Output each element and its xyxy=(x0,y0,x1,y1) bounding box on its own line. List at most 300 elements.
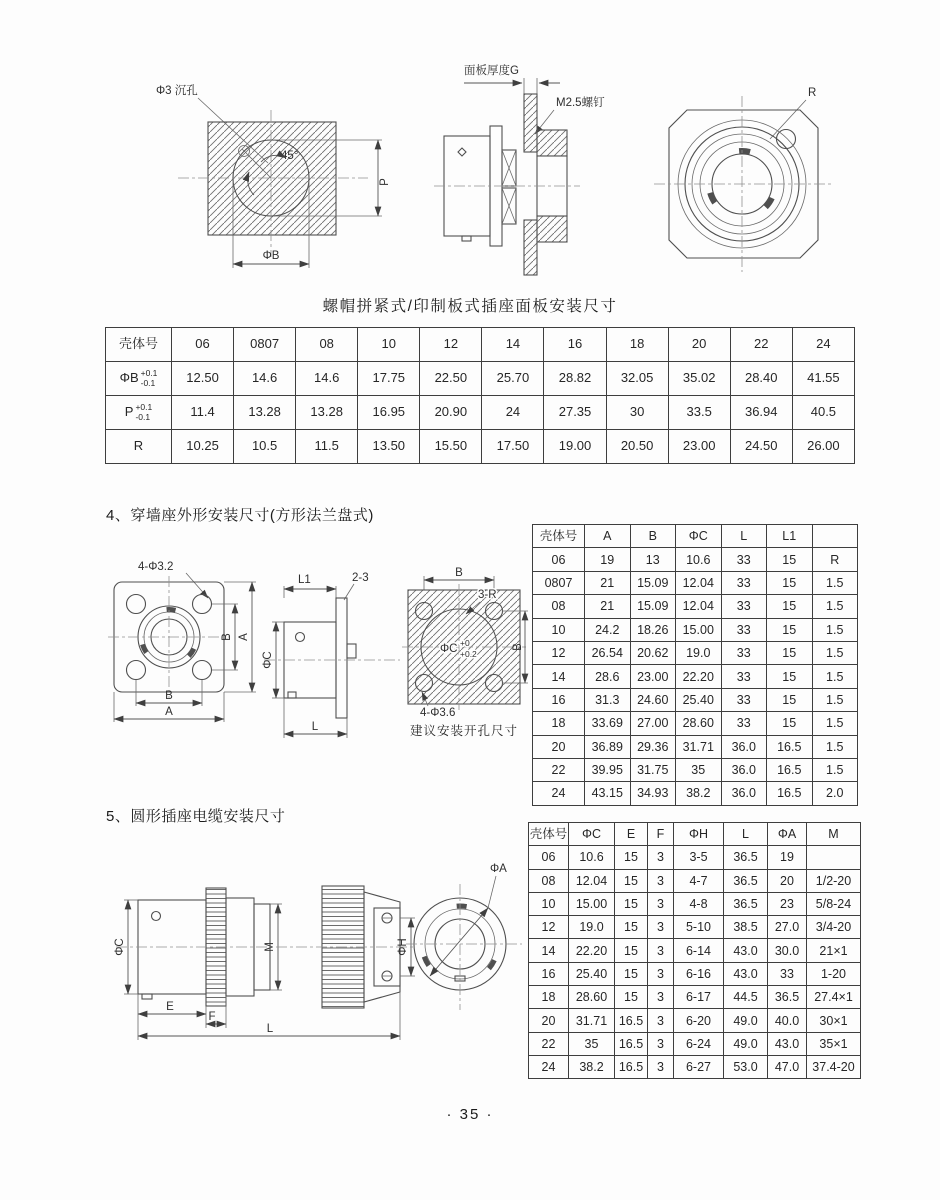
table-cell: 23.00 xyxy=(630,665,676,688)
dim-a-side-label: A xyxy=(238,633,250,641)
table-cell: 24.50 xyxy=(730,430,792,464)
table-cell: 38.2 xyxy=(676,782,722,805)
table-cell: 30.0 xyxy=(768,939,807,962)
flange-side-drawing xyxy=(258,570,408,745)
table-cell: 43.0 xyxy=(768,1032,807,1055)
table-cell: 1.5 xyxy=(812,571,858,594)
table-cell: 11.4 xyxy=(172,396,234,430)
table-cell: 47.0 xyxy=(768,1055,807,1078)
table-cell: 08 xyxy=(533,595,585,618)
table-cell: 36.94 xyxy=(730,396,792,430)
table-cell: 3 xyxy=(648,1009,674,1032)
table-cell: 15 xyxy=(767,665,813,688)
section-5-heading: 5、圆形插座电缆安装尺寸 xyxy=(106,808,286,825)
table-cell: 15.00 xyxy=(676,618,722,641)
table-cell: 10.5 xyxy=(234,430,296,464)
table-cell: 35×1 xyxy=(807,1032,861,1055)
table-cell: 15 xyxy=(615,892,648,915)
table-cell: 33 xyxy=(721,571,767,594)
panel-section-bottom xyxy=(524,220,537,275)
table-cell: 11.5 xyxy=(296,430,358,464)
table-cell: 19.0 xyxy=(676,641,722,664)
table-row xyxy=(533,712,858,735)
table-cell: 06 xyxy=(529,846,569,869)
cutout-recommendation-drawing xyxy=(398,566,530,718)
table-row xyxy=(529,846,861,869)
table-cell: 36.5 xyxy=(724,846,768,869)
table-header-cell: 24 xyxy=(792,328,854,362)
table-cell: 21×1 xyxy=(807,939,861,962)
table-cell: 18.26 xyxy=(630,618,676,641)
table-cell: 19 xyxy=(585,548,631,571)
table-cell: 16.5 xyxy=(767,758,813,781)
dim-c-label: ΦC xyxy=(262,651,274,669)
dim-l-label: L xyxy=(266,1023,274,1035)
table-cell: 1.5 xyxy=(812,618,858,641)
dim-m-label: M xyxy=(264,942,276,952)
dim-c-label: ΦC xyxy=(114,938,126,956)
table-row xyxy=(529,869,861,892)
table-cell: 33 xyxy=(721,665,767,688)
table-cell: 3 xyxy=(648,869,674,892)
table-cell: 43.0 xyxy=(724,939,768,962)
table-cell: 3 xyxy=(648,962,674,985)
table-header-cell: 06 xyxy=(172,328,234,362)
flange-plate xyxy=(336,598,347,718)
table-header-cell: ΦH xyxy=(674,823,724,846)
table-cell: 28.82 xyxy=(544,362,606,396)
table-cell: 28.40 xyxy=(730,362,792,396)
table-cell: 33 xyxy=(721,641,767,664)
table-cell: 10 xyxy=(533,618,585,641)
table-cell: 16 xyxy=(533,688,585,711)
table-cell: 24.60 xyxy=(630,688,676,711)
table-header-cell: B xyxy=(630,525,676,548)
table-cell: 12 xyxy=(533,641,585,664)
table-cell: 53.0 xyxy=(724,1055,768,1078)
table-header-cell: 16 xyxy=(544,328,606,362)
panel-thickness-label: 面板厚度G xyxy=(464,65,519,77)
table-cell: 36.0 xyxy=(721,758,767,781)
table-cell: 3/4-20 xyxy=(807,916,861,939)
table-cell: 14 xyxy=(529,939,569,962)
table-cell: 5/8-24 xyxy=(807,892,861,915)
section-4-heading: 4、穿墙座外形安装尺寸(方形法兰盘式) xyxy=(106,507,374,524)
table-cell: 33.69 xyxy=(585,712,631,735)
table-cell: 15 xyxy=(615,986,648,1009)
table-cell: 15.09 xyxy=(630,571,676,594)
table-cell: 23 xyxy=(768,892,807,915)
table-cell: 22.50 xyxy=(420,362,482,396)
table-cell: 33.5 xyxy=(668,396,730,430)
table-header-cell: L xyxy=(721,525,767,548)
panel-section-top xyxy=(524,94,537,152)
table-cell: 20.50 xyxy=(606,430,668,464)
panel-side-drawing xyxy=(428,58,643,283)
table-header-cell: E xyxy=(615,823,648,846)
table-cell: 12.50 xyxy=(172,362,234,396)
table-header-cell: ΦA xyxy=(768,823,807,846)
table-cell: 6-24 xyxy=(674,1032,724,1055)
table-cell: 33 xyxy=(721,688,767,711)
table-cell: 17.75 xyxy=(358,362,420,396)
table-cell: 39.95 xyxy=(585,758,631,781)
table-header-cell: F xyxy=(648,823,674,846)
cutout-caption: 建议安装开孔尺寸 xyxy=(410,724,519,738)
table-header-cell: 18 xyxy=(606,328,668,362)
table-cell: 36.5 xyxy=(724,892,768,915)
table-cell: 29.36 xyxy=(630,735,676,758)
table-cell: 12.04 xyxy=(569,869,615,892)
table-cell: 38.2 xyxy=(569,1055,615,1078)
table-cell: 19 xyxy=(768,846,807,869)
table-header-row xyxy=(106,328,855,362)
table-cell: 15 xyxy=(767,712,813,735)
table-cell: 37.4-20 xyxy=(807,1055,861,1078)
table-header-cell: 14 xyxy=(482,328,544,362)
dim-c-tol-lower: +0.2 xyxy=(460,649,477,659)
table-cell: 4-8 xyxy=(674,892,724,915)
table-cell: 0807 xyxy=(533,571,585,594)
table-cell: 30×1 xyxy=(807,1009,861,1032)
table-cell: 14.6 xyxy=(234,362,296,396)
table-cell: 40.0 xyxy=(768,1009,807,1032)
flange-front-drawing xyxy=(98,556,263,746)
table-cell: 43.15 xyxy=(585,782,631,805)
dim-gap-label: 2-3 xyxy=(352,572,369,584)
table-header-row xyxy=(529,823,861,846)
table-cell: 28.6 xyxy=(585,665,631,688)
table-cell: 13.50 xyxy=(358,430,420,464)
table-cell: 06 xyxy=(533,548,585,571)
table-row xyxy=(533,758,858,781)
table-cell: 15 xyxy=(615,869,648,892)
table-header-cell: ΦC xyxy=(569,823,615,846)
table-cell: 27.4×1 xyxy=(807,986,861,1009)
table-cell: 24 xyxy=(533,782,585,805)
diamond-mark xyxy=(458,148,466,156)
dim-l1-label: L1 xyxy=(298,574,311,586)
table-cell: 16.5 xyxy=(767,782,813,805)
table-cell: 22.20 xyxy=(569,939,615,962)
table-row xyxy=(533,688,858,711)
table-cell: 23.00 xyxy=(668,430,730,464)
table-cell: 22 xyxy=(529,1032,569,1055)
table-header-cell: 壳体号 xyxy=(529,823,569,846)
table-cell: 16.5 xyxy=(615,1009,648,1032)
table-cell: 20 xyxy=(529,1009,569,1032)
table-cell: 49.0 xyxy=(724,1032,768,1055)
panel-cutout-drawing xyxy=(140,62,425,282)
table-cell: 3 xyxy=(648,846,674,869)
table-cell: 27.0 xyxy=(768,916,807,939)
fillet-label: 3-R xyxy=(478,589,497,601)
table-cell: 38.5 xyxy=(724,916,768,939)
dim-b-label: ΦB xyxy=(262,250,280,262)
table-row xyxy=(529,916,861,939)
table-cell: 22 xyxy=(533,758,585,781)
table-row xyxy=(533,571,858,594)
table-row xyxy=(533,665,858,688)
counterbore-label: Φ3 沉孔 xyxy=(156,85,198,97)
table-cell: 35 xyxy=(569,1032,615,1055)
table-cell: 16.5 xyxy=(767,735,813,758)
table-row xyxy=(529,962,861,985)
table-cell: 14.6 xyxy=(296,362,358,396)
table-cell: 49.0 xyxy=(724,1009,768,1032)
table-cell: 44.5 xyxy=(724,986,768,1009)
table-cell: 35.02 xyxy=(668,362,730,396)
table-cell: 15 xyxy=(767,571,813,594)
table-row xyxy=(533,782,858,805)
table-cell: 4-7 xyxy=(674,869,724,892)
table-cell: 1.5 xyxy=(812,595,858,618)
table-cell: 34.93 xyxy=(630,782,676,805)
table-header-cell xyxy=(812,525,858,548)
dim-l-label: L xyxy=(311,721,319,733)
table-cell: 1.5 xyxy=(812,712,858,735)
table-cell: 33 xyxy=(721,618,767,641)
table-cell: 35 xyxy=(676,758,722,781)
dim-h-label: ΦH xyxy=(397,938,409,956)
table-cell: R xyxy=(812,548,858,571)
table-row xyxy=(529,1009,861,1032)
table-row xyxy=(529,1055,861,1078)
cable-plug-front-drawing xyxy=(404,854,526,1014)
table-cell: 15 xyxy=(615,916,648,939)
table-cell: 15 xyxy=(615,846,648,869)
table-cell xyxy=(807,846,861,869)
table-row xyxy=(529,939,861,962)
table-row xyxy=(106,396,855,430)
table-row xyxy=(533,735,858,758)
table-row xyxy=(106,430,855,464)
table-cell: 19.0 xyxy=(569,916,615,939)
table-header-cell: 壳体号 xyxy=(533,525,585,548)
table-cell: 3 xyxy=(648,1055,674,1078)
table-row xyxy=(533,618,858,641)
table-cell: 6-16 xyxy=(674,962,724,985)
dim-c-tol-upper: +0 xyxy=(460,638,470,648)
panel-mount-title: 螺帽拼紧式/印制板式插座面板安装尺寸 xyxy=(322,298,618,315)
table-cell: 15.00 xyxy=(569,892,615,915)
table-cell: 20 xyxy=(533,735,585,758)
table-cell: 10.25 xyxy=(172,430,234,464)
table-cell: 1/2-20 xyxy=(807,869,861,892)
table-cell: 3 xyxy=(648,1032,674,1055)
table-header-cell: ΦC xyxy=(676,525,722,548)
table-cell: 15 xyxy=(767,595,813,618)
table-header-cell: 20 xyxy=(668,328,730,362)
table-cell: 36.0 xyxy=(721,735,767,758)
table-cell: 13.28 xyxy=(296,396,358,430)
holes-label: 4-Φ3.6 xyxy=(420,707,456,718)
table-cell: 3-5 xyxy=(674,846,724,869)
table-header-row xyxy=(533,525,858,548)
table-header-cell: 10 xyxy=(358,328,420,362)
table-cell: 15.50 xyxy=(420,430,482,464)
table-cell: 25.70 xyxy=(482,362,544,396)
screw-label: M2.5螺钉 xyxy=(556,97,605,109)
dim-b-top-label: B xyxy=(455,567,463,579)
table-cell: 28.60 xyxy=(676,712,722,735)
table-row xyxy=(533,641,858,664)
table-cell: 12.04 xyxy=(676,595,722,618)
table-cell: 15 xyxy=(767,641,813,664)
table-cell: 14 xyxy=(533,665,585,688)
table-header-cell: 08 xyxy=(296,328,358,362)
table-header-cell: 12 xyxy=(420,328,482,362)
table-cell: 36.0 xyxy=(721,782,767,805)
table-cell: 41.55 xyxy=(792,362,854,396)
table-row xyxy=(106,362,855,396)
table-cell: 15.09 xyxy=(630,595,676,618)
cable-plug-side-drawing xyxy=(112,856,417,1041)
table-row xyxy=(529,1032,861,1055)
table-cell: 36.5 xyxy=(724,869,768,892)
table-cell: 1.5 xyxy=(812,758,858,781)
table-cell: 1-20 xyxy=(807,962,861,985)
table-cell: 1.5 xyxy=(812,735,858,758)
dim-e-label: E xyxy=(166,1001,174,1013)
panel-front-drawing xyxy=(642,82,842,277)
table-row xyxy=(529,892,861,915)
table-cell: 21 xyxy=(585,595,631,618)
table-cell: 18 xyxy=(529,986,569,1009)
table-cell: 31.71 xyxy=(676,735,722,758)
nut-section-bottom xyxy=(537,216,567,242)
table-cell: 6-17 xyxy=(674,986,724,1009)
table-cell: 12 xyxy=(529,916,569,939)
dim-f-label: F xyxy=(208,1011,216,1023)
table-cell: 20 xyxy=(768,869,807,892)
table-cell: 33 xyxy=(768,962,807,985)
table-cell: 33 xyxy=(721,595,767,618)
table-cell: 24 xyxy=(482,396,544,430)
table-cell: 3 xyxy=(648,986,674,1009)
table-cell: 16.5 xyxy=(615,1055,648,1078)
table-cell: 5-10 xyxy=(674,916,724,939)
table-cell: 24 xyxy=(529,1055,569,1078)
table-cell: 33 xyxy=(721,712,767,735)
table-cell: 12.04 xyxy=(676,571,722,594)
dim-b-side-label: B xyxy=(512,643,524,651)
table-cell: ΦB +0.1 -0.1 xyxy=(106,362,172,396)
dim-b-label: B xyxy=(165,690,173,702)
table-cell: 25.40 xyxy=(676,688,722,711)
table-cell: 26.00 xyxy=(792,430,854,464)
table-cell: 1.5 xyxy=(812,665,858,688)
table-cell: 10 xyxy=(529,892,569,915)
cable-mount-table xyxy=(528,822,861,1079)
table-cell: 32.05 xyxy=(606,362,668,396)
table-cell: 21 xyxy=(585,571,631,594)
table-cell: 17.50 xyxy=(482,430,544,464)
table-cell: 24.2 xyxy=(585,618,631,641)
table-cell: 25.40 xyxy=(569,962,615,985)
dim-a-label: ΦA xyxy=(490,863,507,875)
table-cell: 28.60 xyxy=(569,986,615,1009)
table-cell: 08 xyxy=(529,869,569,892)
table-cell: 20.62 xyxy=(630,641,676,664)
table-cell: 27.35 xyxy=(544,396,606,430)
page-number: · 35 · xyxy=(446,1106,494,1123)
table-header-cell: M xyxy=(807,823,861,846)
table-header-cell: A xyxy=(585,525,631,548)
table-cell: 13.28 xyxy=(234,396,296,430)
table-row xyxy=(533,595,858,618)
table-cell: 36.89 xyxy=(585,735,631,758)
table-cell: 27.00 xyxy=(630,712,676,735)
table-cell: 15 xyxy=(615,962,648,985)
table-header-cell: 壳体号 xyxy=(106,328,172,362)
table-cell: 15 xyxy=(767,688,813,711)
table-cell: 2.0 xyxy=(812,782,858,805)
table-cell: 10.6 xyxy=(569,846,615,869)
holes-label: 4-Φ3.2 xyxy=(138,561,174,573)
table-cell: 13 xyxy=(630,548,676,571)
table-cell: 19.00 xyxy=(544,430,606,464)
table-cell: 3 xyxy=(648,916,674,939)
dim-b-side-label: B xyxy=(221,633,233,641)
table-header-cell: L xyxy=(724,823,768,846)
table-cell: 20.90 xyxy=(420,396,482,430)
table-cell: 10.6 xyxy=(676,548,722,571)
table-cell: 3 xyxy=(648,892,674,915)
table-cell: 6-14 xyxy=(674,939,724,962)
table-cell: 18 xyxy=(533,712,585,735)
panel-hatch xyxy=(208,122,336,235)
table-cell: 30 xyxy=(606,396,668,430)
table-cell: 15 xyxy=(615,939,648,962)
table-cell: 40.5 xyxy=(792,396,854,430)
table-header-cell: L1 xyxy=(767,525,813,548)
table-cell: 6-27 xyxy=(674,1055,724,1078)
panel-mount-table xyxy=(105,327,855,464)
table-cell: 1.5 xyxy=(812,688,858,711)
table-header-cell: 0807 xyxy=(234,328,296,362)
table-cell: 22.20 xyxy=(676,665,722,688)
angle-label: 45° xyxy=(281,150,299,162)
dim-a-label: A xyxy=(165,706,173,718)
table-cell: 3 xyxy=(648,939,674,962)
table-cell: 15 xyxy=(767,618,813,641)
table-cell: 33 xyxy=(721,548,767,571)
wall-mount-table xyxy=(532,524,858,806)
table-row xyxy=(533,548,858,571)
nut-section-top xyxy=(537,130,567,156)
table-cell: P +0.1 -0.1 xyxy=(106,396,172,430)
table-cell: 16 xyxy=(529,962,569,985)
table-cell: 26.54 xyxy=(585,641,631,664)
dim-c-label: ΦC xyxy=(440,643,458,655)
table-cell: 1.5 xyxy=(812,641,858,664)
table-row xyxy=(529,986,861,1009)
table-cell: 36.5 xyxy=(768,986,807,1009)
table-cell: 16.5 xyxy=(615,1032,648,1055)
table-cell: 6-20 xyxy=(674,1009,724,1032)
radius-label: R xyxy=(808,87,817,99)
dim-p-label: P xyxy=(379,178,391,186)
table-cell: 15 xyxy=(767,548,813,571)
table-cell: R xyxy=(106,430,172,464)
table-cell: 31.3 xyxy=(585,688,631,711)
table-cell: 43.0 xyxy=(724,962,768,985)
table-cell: 31.75 xyxy=(630,758,676,781)
table-cell: 31.71 xyxy=(569,1009,615,1032)
table-header-cell: 22 xyxy=(730,328,792,362)
table-cell: 16.95 xyxy=(358,396,420,430)
